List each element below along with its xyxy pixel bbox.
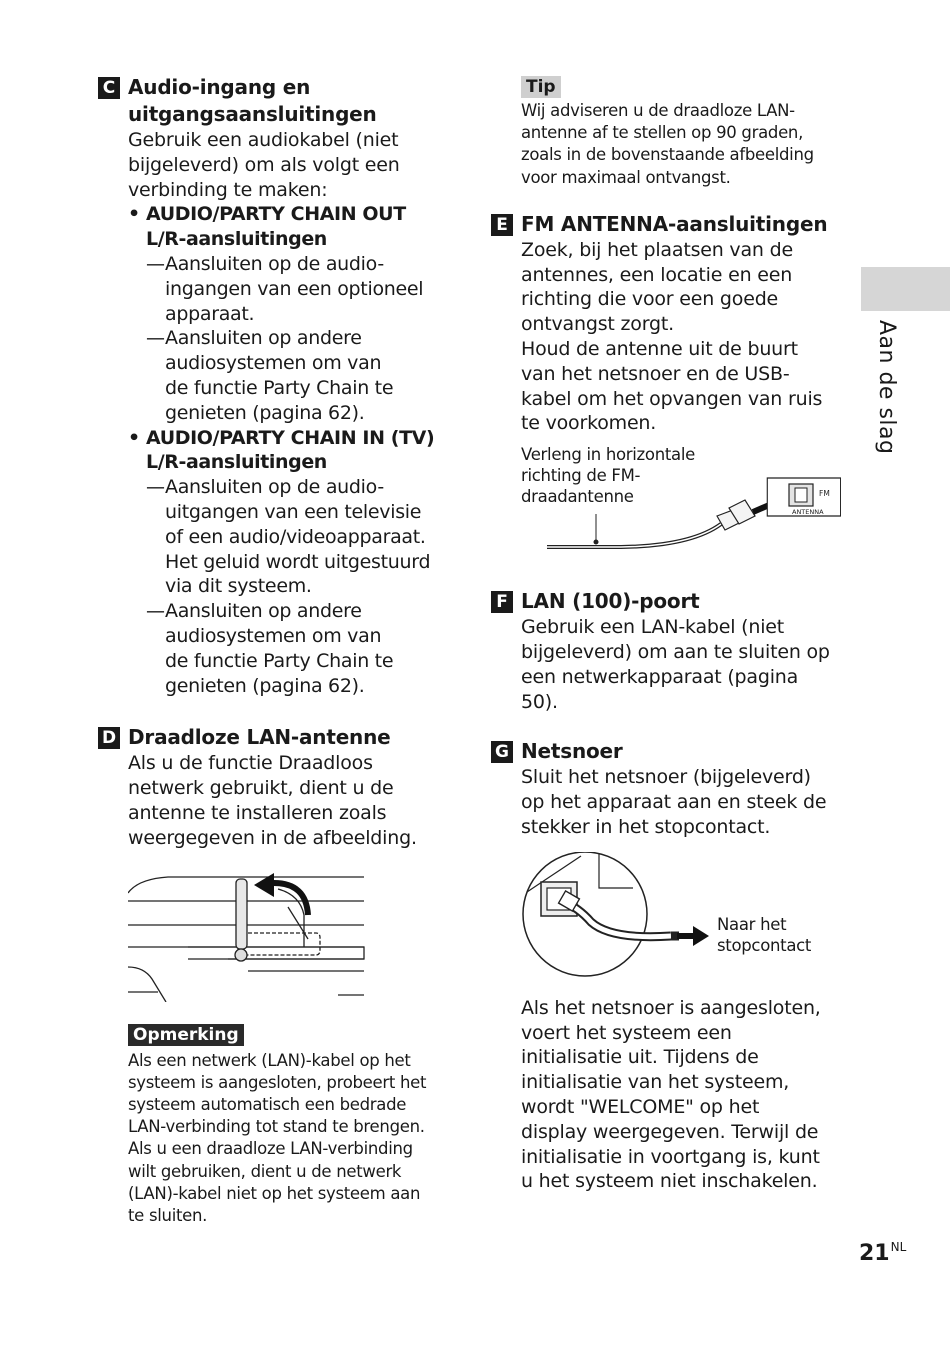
- section-g-body: Sluit het netsnoer (bijgeleverd) op het apparaat aan en steek de stekker in het stopcontact.: [521, 766, 827, 838]
- section-d: [98, 724, 458, 1001]
- bullet-in: • AUDIO/PARTY CHAIN IN (TV) L/R-aansluitingen: [128, 426, 435, 474]
- section-e: [491, 211, 841, 562]
- section-letter-g: G: [491, 741, 513, 763]
- section-letter-c: C: [98, 77, 120, 99]
- section-e-title: FM ANTENNA-aansluitingen: [521, 211, 828, 236]
- section-g-body2: Als het netsnoer is aangesloten, voert het systeem een initialisatie uit. Tijdens de initialisatie van het systeem, wordt "WELCOME" op het display weergegeven. Terwijl de initialisatie in voortgang is, kunt u het systeem niet inschakelen.: [521, 996, 821, 1193]
- section-e-body: Zoek, bij het plaatsen van de antennes, een locatie en een richting die voor een goede ontvangst zorgt. Houd de antenne uit de buurt van het netsnoer en de USB- kabel om het opvangen van ruis te voorkomen.: [521, 238, 823, 435]
- power-figure-caption: Naar het stopcontact: [717, 914, 812, 955]
- section-d-body: Als u de functie Draadloos netwerk gebruikt, dient u de antenne te installeren zoals weergegeven in de afbeelding.: [128, 752, 417, 849]
- section-c-body: [128, 128, 458, 698]
- section-c-intro: Gebruik een audiokabel (niet bijgeleverd) om als volgt een verbinding te maken:: [128, 129, 400, 201]
- tip-text: Wij adviseren u de draadloze LAN- antenne af te stellen op 90 graden, zoals in de bovenstaande afbeelding voor maximaal ontvangst.: [521, 101, 814, 187]
- section-c-title: [128, 74, 377, 128]
- bullet-out: • AUDIO/PARTY CHAIN OUT L/R-aansluitingen: [128, 203, 406, 251]
- section-g-title: Netsnoer: [521, 739, 623, 764]
- jack-antenna-label: ANTENNA: [792, 508, 824, 517]
- dash-item: — Aansluiten op de audio- ingangen van een optioneel apparaat.: [146, 252, 424, 325]
- side-tab-marker: [861, 267, 950, 311]
- section-c-title-line: Audio-ingang en: [128, 75, 311, 99]
- right-column: [491, 74, 841, 1194]
- section-g: [491, 738, 841, 1194]
- note-box: [128, 1024, 458, 1228]
- note-label: Opmerking: [128, 1024, 244, 1046]
- dash-item: — Aansluiten op andere audiosystemen om van de functie Party Chain te genieten (pagina 62).: [146, 327, 394, 424]
- section-letter-d: D: [98, 727, 120, 749]
- fm-wire-illustration: [521, 444, 841, 562]
- section-f: [491, 588, 841, 714]
- jack-fm-label: FM: [819, 489, 830, 499]
- tip-label: Tip: [521, 76, 561, 98]
- section-d-title: Draadloze LAN-antenne: [128, 725, 391, 750]
- dash-item: — Aansluiten op de audio- uitgangen van een televisie of een audio/videoapparaat. Het geluid wordt uitgestuurd via dit systeem.: [146, 476, 431, 598]
- section-f-body: Gebruik een LAN-kabel (niet bijgeleverd) om aan te sluiten op een netwerkapparaat (pagina 50).: [521, 616, 830, 713]
- section-c-title-line: uitgangsaansluitingen: [128, 102, 377, 126]
- side-tab-label: Aan de slag: [874, 320, 899, 455]
- note-text: Als een netwerk (LAN)-kabel op het systeem is aangesloten, probeert het systeem automatisch een bedrade LAN-verbinding tot stand te brengen. Als u een draadloze LAN-verbinding wilt gebruiken, dient u de netwerk (LAN)-kabel niet op het systeem aan te sluiten.: [128, 1050, 427, 1225]
- antenna-illustration: [128, 867, 368, 1002]
- left-column: [98, 74, 458, 1227]
- section-f-title: LAN (100)-poort: [521, 589, 700, 614]
- power-cord-figure: [521, 852, 841, 982]
- section-letter-f: F: [491, 591, 513, 613]
- section-c: [98, 74, 458, 698]
- fm-antenna-figure: [521, 444, 841, 562]
- page-number: $21^{NL}$: [859, 1240, 907, 1266]
- tip-box: [521, 76, 841, 189]
- fm-figure-caption: Verleng in horizontale richting de FM- draadantenne: [521, 445, 695, 507]
- section-letter-e: E: [491, 214, 513, 236]
- dash-item: — Aansluiten op andere audiosystemen om van de functie Party Chain te genieten (pagina 62).: [146, 600, 394, 697]
